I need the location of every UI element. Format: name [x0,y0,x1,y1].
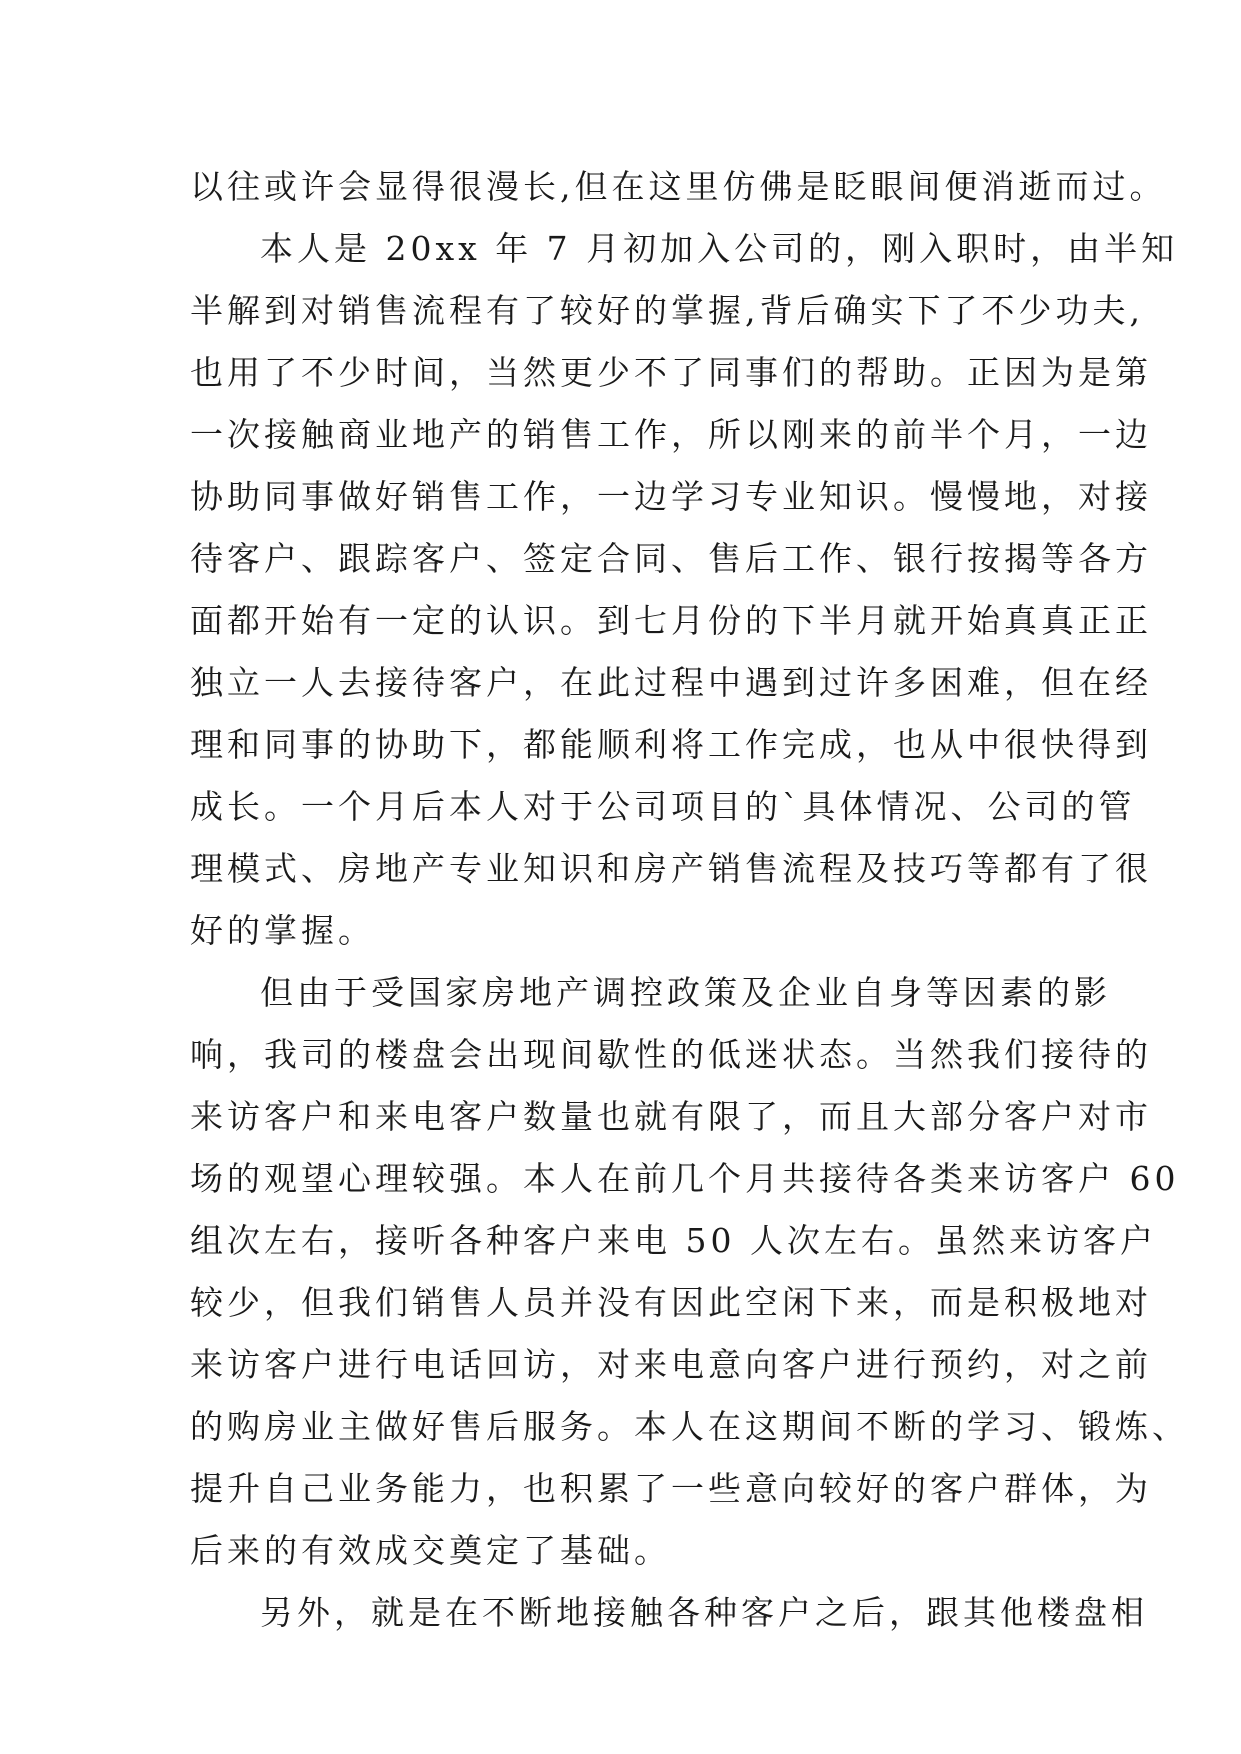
paragraph-start-line: 另外，就是在不断地接触各种客户之后，跟其他楼盘相 [260,1593,1148,1632]
text-line: 半解到对销售流程有了较好的掌握,背后确实下了不少功夫, [190,291,1144,330]
text-line: 响，我司的楼盘会出现间歇性的低迷状态。当然我们接待的 [190,1035,1152,1074]
text-line: 场的观望心理较强。本人在前几个月共接待各类来访客户 60 [190,1159,1180,1198]
text-line: 来访客户进行电话回访，对来电意向客户进行预约，对之前 [190,1345,1152,1384]
text-line: 好的掌握。 [190,911,375,950]
text-line: 提升自己业务能力，也积累了一些意向较好的客户群体，为 [190,1469,1152,1508]
text-line: 一次接触商业地产的销售工作，所以刚来的前半个月，一边 [190,415,1152,454]
text-line: 独立一人去接待客户，在此过程中遇到过许多困难，但在经 [190,663,1152,702]
text-line: 也用了不少时间，当然更少不了同事们的帮助。正因为是第 [190,353,1152,392]
text-line: 较少，但我们销售人员并没有因此空闲下来，而是积极地对 [190,1283,1152,1322]
text-line: 后来的有效成交奠定了基础。 [190,1531,671,1570]
text-line: 协助同事做好销售工作，一边学习专业知识。慢慢地，对接 [190,477,1152,516]
text-line: 理和同事的协助下，都能顺利将工作完成，也从中很快得到 [190,725,1152,764]
paragraph-start-line: 但由于受国家房地产调控政策及企业自身等因素的影 [260,973,1111,1012]
text-line: 成长。一个月后本人对于公司项目的`具体情况、公司的管 [190,787,1136,826]
text-line: 来访客户和来电客户数量也就有限了，而且大部分客户对市 [190,1097,1152,1136]
paragraph-start-line: 本人是 20xx 年 7 月初加入公司的，刚入职时，由半知 [260,229,1179,268]
text-line: 理模式、房地产专业知识和房产销售流程及技巧等都有了很 [190,849,1152,888]
text-line: 的购房业主做好售后服务。本人在这期间不断的学习、锻炼、 [190,1407,1189,1446]
text-line: 面都开始有一定的认识。到七月份的下半月就开始真真正正 [190,601,1152,640]
text-line: 以往或许会显得很漫长,但在这里仿佛是眨眼间便消逝而过。 [190,167,1167,206]
text-line: 组次左右，接听各种客户来电 50 人次左右。虽然来访客户 [190,1221,1157,1260]
text-line: 待客户、跟踪客户、签定合同、售后工作、银行按揭等各方 [190,539,1152,578]
document-body [190,156,1189,1644]
